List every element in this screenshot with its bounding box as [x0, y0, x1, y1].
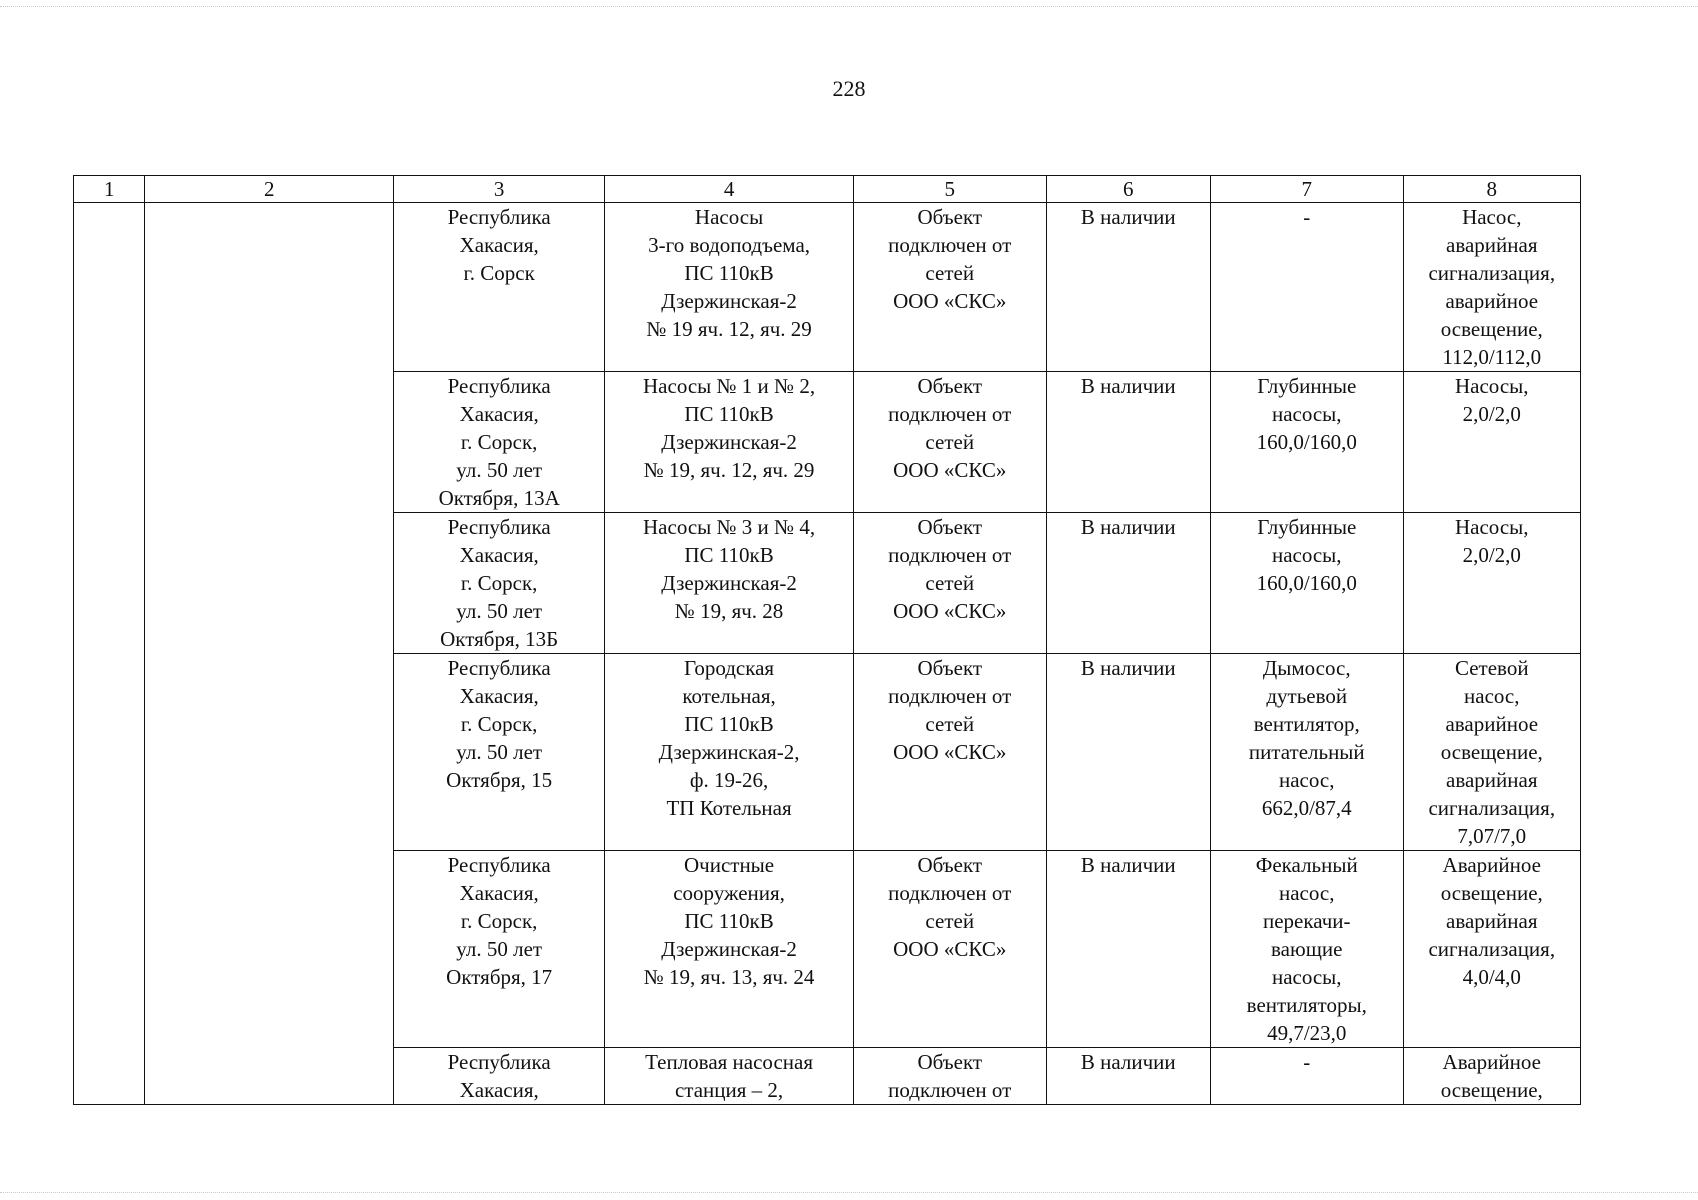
location-cell — [394, 203, 605, 372]
column-1-merged-cell — [74, 203, 145, 1105]
cell-text-line: № 19 яч. 12, яч. 29 — [646, 317, 812, 341]
cell-text-line: ул. 50 лет — [456, 458, 543, 482]
table-header-row — [74, 176, 1581, 203]
connection-cell — [853, 513, 1046, 654]
cell-text-line: Объект — [917, 656, 983, 680]
cell-text-line: Насосы № 3 и № 4, — [643, 515, 816, 539]
column-header-6: 6 — [1046, 176, 1210, 203]
cell-text-line: аварийное — [1445, 289, 1539, 313]
cell-text-line: ПС 110кВ — [684, 402, 774, 426]
cell-text-line: Объект — [917, 853, 983, 877]
cell-text-line: освещение, — [1440, 317, 1543, 341]
cell-text-line: Насосы № 1 и № 2, — [643, 374, 816, 398]
cell-text-line: Республика — [447, 205, 551, 229]
cell-text-line: 160,0/160,0 — [1256, 571, 1357, 595]
table-body — [74, 203, 1581, 1105]
cell-text-line: 7,07/7,0 — [1457, 824, 1527, 848]
cell-text-line: Насосы — [694, 205, 764, 229]
cell-text-line: Объект — [917, 1050, 983, 1074]
equipment-cell — [1210, 203, 1403, 372]
cell-text-line: ТП Котельная — [666, 796, 792, 820]
cell-text-line: сетей — [925, 571, 975, 595]
cell-text-line: Городская — [684, 656, 775, 680]
cell-text-line: Глубинные — [1257, 515, 1357, 539]
cell-text-line: Дзержинская-2, — [658, 740, 800, 764]
cell-text-line: 112,0/112,0 — [1442, 345, 1542, 369]
cell-text-line: Октября, 15 — [446, 768, 553, 792]
cell-text-line: освещение, — [1440, 881, 1543, 905]
availability-cell — [1046, 851, 1210, 1048]
load-cell — [1403, 851, 1580, 1048]
cell-text-line: сетей — [925, 261, 975, 285]
cell-text-line: Хакасия, — [459, 684, 539, 708]
load-cell — [1403, 203, 1580, 372]
cell-text-line: вающие — [1271, 937, 1343, 961]
cell-text-line: Октября, 17 — [446, 965, 553, 989]
connection-cell — [853, 1048, 1046, 1105]
cell-text-line: сетей — [925, 712, 975, 736]
equipment-cell — [1210, 513, 1403, 654]
cell-text-line: подключен от — [888, 402, 1012, 426]
cell-text-line: 2,0/2,0 — [1462, 402, 1521, 426]
cell-text-line: 662,0/87,4 — [1261, 796, 1352, 820]
cell-text-line: Насосы, — [1455, 515, 1529, 539]
cell-text-line: Республика — [447, 1050, 551, 1074]
cell-text-line: насос, — [1464, 684, 1520, 708]
column-header-7: 7 — [1210, 176, 1403, 203]
cell-text-line: - — [1303, 205, 1311, 229]
equipment-cell — [1210, 1048, 1403, 1105]
cell-text-line: Дзержинская-2 — [661, 430, 797, 454]
location-cell — [394, 1048, 605, 1105]
connection-cell — [853, 203, 1046, 372]
availability-cell — [1046, 513, 1210, 654]
cell-text-line: Дзержинская-2 — [661, 937, 797, 961]
cell-text-line: насос, — [1279, 768, 1335, 792]
cell-text-line: ПС 110кВ — [684, 909, 774, 933]
load-cell — [1403, 1048, 1580, 1105]
connection-cell — [853, 851, 1046, 1048]
cell-text-line: ООО «СКС» — [893, 740, 1007, 764]
cell-text-line: ООО «СКС» — [893, 289, 1007, 313]
equipment-table — [73, 175, 1581, 1105]
column-header-3: 3 — [394, 176, 605, 203]
cell-text-line: вентиляторы, — [1246, 993, 1367, 1017]
cell-text-line: ПС 110кВ — [684, 261, 774, 285]
cell-text-line: ООО «СКС» — [893, 458, 1007, 482]
column-header-1: 1 — [74, 176, 145, 203]
availability-cell — [1046, 1048, 1210, 1105]
cell-text-line: г. Сорск, — [460, 909, 538, 933]
cell-text-line: аварийное — [1445, 712, 1539, 736]
cell-text-line: Дзержинская-2 — [661, 289, 797, 313]
facility-cell — [605, 1048, 854, 1105]
cell-text-line: сигнализация, — [1428, 261, 1556, 285]
cell-text-line: подключен от — [888, 1078, 1012, 1102]
cell-text-line: освещение, — [1440, 740, 1543, 764]
equipment-cell — [1210, 372, 1403, 513]
cell-text-line: питательный — [1248, 740, 1365, 764]
load-cell — [1403, 513, 1580, 654]
cell-text-line: ул. 50 лет — [456, 937, 543, 961]
facility-cell — [605, 372, 854, 513]
column-header-4: 4 — [605, 176, 854, 203]
cell-text-line: насосы, — [1271, 965, 1342, 989]
cell-text-line: Объект — [917, 374, 983, 398]
facility-cell — [605, 513, 854, 654]
cell-text-line: Объект — [917, 205, 983, 229]
availability-cell — [1046, 372, 1210, 513]
cell-text-line: Дымосос, — [1262, 656, 1351, 680]
location-cell — [394, 372, 605, 513]
column-header-5: 5 — [853, 176, 1046, 203]
cell-text-line: В наличии — [1080, 515, 1176, 539]
cell-text-line: Объект — [917, 515, 983, 539]
cell-text-line: Хакасия, — [459, 1078, 539, 1102]
location-cell — [394, 851, 605, 1048]
location-cell — [394, 654, 605, 851]
cell-text-line: г. Сорск, — [460, 430, 538, 454]
cell-text-line: 3-го водоподъема, — [648, 233, 811, 257]
cell-text-line: насос, — [1279, 881, 1335, 905]
cell-text-line: подключен от — [888, 543, 1012, 567]
column-header-8: 8 — [1403, 176, 1580, 203]
cell-text-line: ООО «СКС» — [893, 599, 1007, 623]
column-header-2: 2 — [145, 176, 394, 203]
cell-text-line: ф. 19-26, — [689, 768, 769, 792]
cell-text-line: сетей — [925, 430, 975, 454]
cell-text-line: подключен от — [888, 684, 1012, 708]
cell-text-line: аварийная — [1446, 909, 1538, 933]
facility-cell — [605, 654, 854, 851]
connection-cell — [853, 372, 1046, 513]
cell-text-line: перекачи- — [1262, 909, 1351, 933]
cell-text-line: ул. 50 лет — [456, 599, 543, 623]
cell-text-line: ПС 110кВ — [684, 712, 774, 736]
cell-text-line: Хакасия, — [459, 881, 539, 905]
cell-text-line: Хакасия, — [459, 233, 539, 257]
cell-text-line: Сетевой — [1454, 656, 1529, 680]
cell-text-line: В наличии — [1080, 656, 1176, 680]
column-2-merged-cell — [145, 203, 394, 1105]
table-row — [74, 203, 1581, 372]
cell-text-line: котельная, — [682, 684, 776, 708]
cell-text-line: Хакасия, — [459, 543, 539, 567]
cell-text-line: сооружения, — [673, 881, 785, 905]
cell-text-line: В наличии — [1080, 374, 1176, 398]
cell-text-line: Тепловая насосная — [645, 1050, 813, 1074]
scan-edge-bottom — [0, 1192, 1698, 1193]
cell-text-line: № 19, яч. 12, яч. 29 — [643, 458, 815, 482]
cell-text-line: 49,7/23,0 — [1267, 1021, 1347, 1045]
equipment-cell — [1210, 654, 1403, 851]
cell-text-line: станция – 2, — [674, 1078, 784, 1102]
cell-text-line: насосы, — [1271, 543, 1342, 567]
cell-text-line: г. Сорск, — [460, 571, 538, 595]
cell-text-line: Республика — [447, 515, 551, 539]
cell-text-line: Очистные — [683, 853, 775, 877]
location-cell — [394, 513, 605, 654]
cell-text-line: подключен от — [888, 233, 1012, 257]
cell-text-line: В наличии — [1080, 205, 1176, 229]
cell-text-line: - — [1303, 1050, 1311, 1074]
cell-text-line: насосы, — [1271, 402, 1342, 426]
cell-text-line: вентилятор, — [1253, 712, 1360, 736]
cell-text-line: сигнализация, — [1428, 796, 1556, 820]
cell-text-line: В наличии — [1080, 853, 1176, 877]
cell-text-line: Насосы, — [1455, 374, 1529, 398]
cell-text-line: Республика — [447, 656, 551, 680]
cell-text-line: Дзержинская-2 — [661, 571, 797, 595]
cell-text-line: ПС 110кВ — [684, 543, 774, 567]
equipment-cell — [1210, 851, 1403, 1048]
load-cell — [1403, 372, 1580, 513]
cell-text-line: Аварийное — [1442, 1050, 1541, 1074]
availability-cell — [1046, 654, 1210, 851]
cell-text-line: Октября, 13А — [438, 486, 560, 510]
cell-text-line: Фекальный — [1255, 853, 1358, 877]
cell-text-line: Хакасия, — [459, 402, 539, 426]
connection-cell — [853, 654, 1046, 851]
facility-cell — [605, 203, 854, 372]
cell-text-line: № 19, яч. 13, яч. 24 — [643, 965, 815, 989]
cell-text-line: Насос, — [1462, 205, 1522, 229]
cell-text-line: 4,0/4,0 — [1462, 965, 1521, 989]
cell-text-line: 2,0/2,0 — [1462, 543, 1521, 567]
cell-text-line: Республика — [447, 853, 551, 877]
cell-text-line: сигнализация, — [1428, 937, 1556, 961]
scan-edge-top — [0, 6, 1698, 7]
cell-text-line: Аварийное — [1442, 853, 1541, 877]
facility-cell — [605, 851, 854, 1048]
cell-text-line: г. Сорск — [463, 261, 535, 285]
cell-text-line: 160,0/160,0 — [1256, 430, 1357, 454]
cell-text-line: ООО «СКС» — [893, 937, 1007, 961]
availability-cell — [1046, 203, 1210, 372]
cell-text-line: аварийная — [1446, 768, 1538, 792]
page-number: 228 — [832, 76, 866, 101]
cell-text-line: Октября, 13Б — [440, 627, 559, 651]
cell-text-line: сетей — [925, 909, 975, 933]
cell-text-line: подключен от — [888, 881, 1012, 905]
cell-text-line: В наличии — [1080, 1050, 1176, 1074]
cell-text-line: ул. 50 лет — [456, 740, 543, 764]
cell-text-line: Глубинные — [1257, 374, 1357, 398]
cell-text-line: г. Сорск, — [460, 712, 538, 736]
cell-text-line: аварийная — [1446, 233, 1538, 257]
load-cell — [1403, 654, 1580, 851]
cell-text-line: дутьевой — [1266, 684, 1348, 708]
cell-text-line: освещение, — [1440, 1078, 1543, 1102]
cell-text-line: Республика — [447, 374, 551, 398]
cell-text-line: № 19, яч. 28 — [674, 599, 784, 623]
